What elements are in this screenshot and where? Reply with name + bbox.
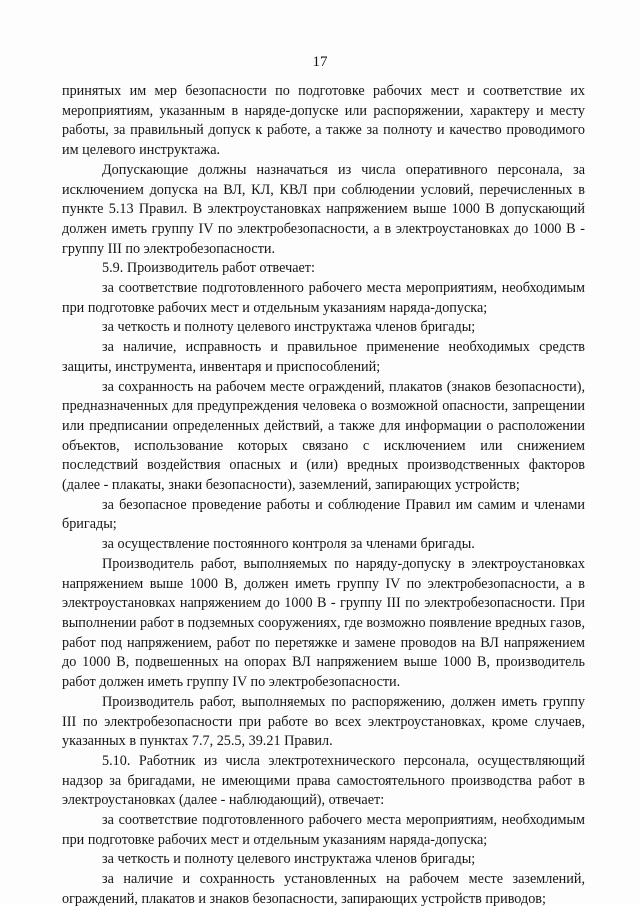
paragraph-2: Допускающие должны назначаться из числа оперативного персонала, за исключением допуска на ВЛ, КЛ, КВЛ при соблюдении условий, перечисленных в пункте 5.13 Правил. В электроустановках напряжением выше 1000 В допускающий должен иметь группу IV по электробезопасности, а в электроустановках до 1000 В - группу III по электробезопасности. bbox=[62, 161, 585, 257]
paragraph-15: за наличие и сохранность установленных на рабочем месте заземлений, ограждений, плакатов и знаков безопасности, запирающих устройств приводов; bbox=[62, 871, 585, 907]
paragraph-9: за осуществление постоянного контроля за членами бригады. bbox=[102, 536, 475, 553]
paragraph-11: Производитель работ, выполняемых по распоряжению, должен иметь группу III по электробезопасности при работе во всех электроустановках, кроме случаев, указанных в пунктах 7.7, 25.5, 39.21 Правил. bbox=[62, 693, 585, 750]
paragraph-6: за наличие, исправность и правильное применение необходимых средств защиты, инструмента, инвентаря и приспособлений; bbox=[62, 339, 585, 375]
paragraph-4: за соответствие подготовленного рабочего места мероприятиям, необходимым при подготовке рабочих мест и отдельным указаниям наряда-допуска; bbox=[62, 280, 585, 316]
paragraph-14: за четкость и полноту целевого инструктажа членов бригады; bbox=[102, 851, 476, 868]
paragraph-10: Производитель работ, выполняемых по наряду-допуску в электроустановках напряжением выше 1000 В, должен иметь группу IV по электробезопасности, а в электроустановках напряжением до 1000 В - группу III по электробезопасности. При выполнении работ в подземных сооружениях, где возможно появление вредных газов, работ под напряжением, работ по перетяжке и замене проводов на ВЛ напряжением до 1000 В, подвешенных на опорах ВЛ напряжением выше 1000 В, производитель работ должен иметь группу IV по электробезопасности. bbox=[62, 555, 585, 691]
paragraph-1: принятых им мер безопасности по подготовке рабочих мест и соответствие их мероприятиям, указанным в наряде-допуске или распоряжении, характеру и месту работы, за правильный допуск к работе, а также за полноту и качество проводимого им целевого инструктажа. bbox=[62, 83, 585, 159]
paragraph-5: за четкость и полноту целевого инструктажа членов бригады; bbox=[102, 319, 476, 336]
document-body bbox=[62, 82, 585, 910]
section-heading-5-9: 5.9. Производитель работ отвечает: bbox=[102, 260, 315, 277]
section-heading-5-10: 5.10. Работник из числа электротехнического персонала, осуществляющий надзор за бригадами, не имеющими права самостоятельного производства работ в электроустановках (далее - наблюдающий), отвечает: bbox=[62, 752, 585, 809]
paragraph-13: за соответствие подготовленного рабочего места мероприятиям, необходимым при подготовке рабочих мест и отдельным указаниям наряда-допуска; bbox=[62, 812, 585, 848]
paragraph-7: за сохранность на рабочем месте ограждений, плакатов (знаков безопасности), предназначенных для предупреждения человека о возможной опасности, запрещении или предписании определенных действий, а также для информации о расположении объектов, использование которых связано с исключением или снижением последствий воздействия опасных и (или) вредных производственных факторов (далее - плакаты, знаки безопасности), заземлений, запирающих устройств; bbox=[62, 378, 585, 494]
page-number: 17 bbox=[312, 54, 328, 70]
paragraph-8: за безопасное проведение работы и соблюдение Правил им самим и членами бригады; bbox=[62, 496, 585, 533]
